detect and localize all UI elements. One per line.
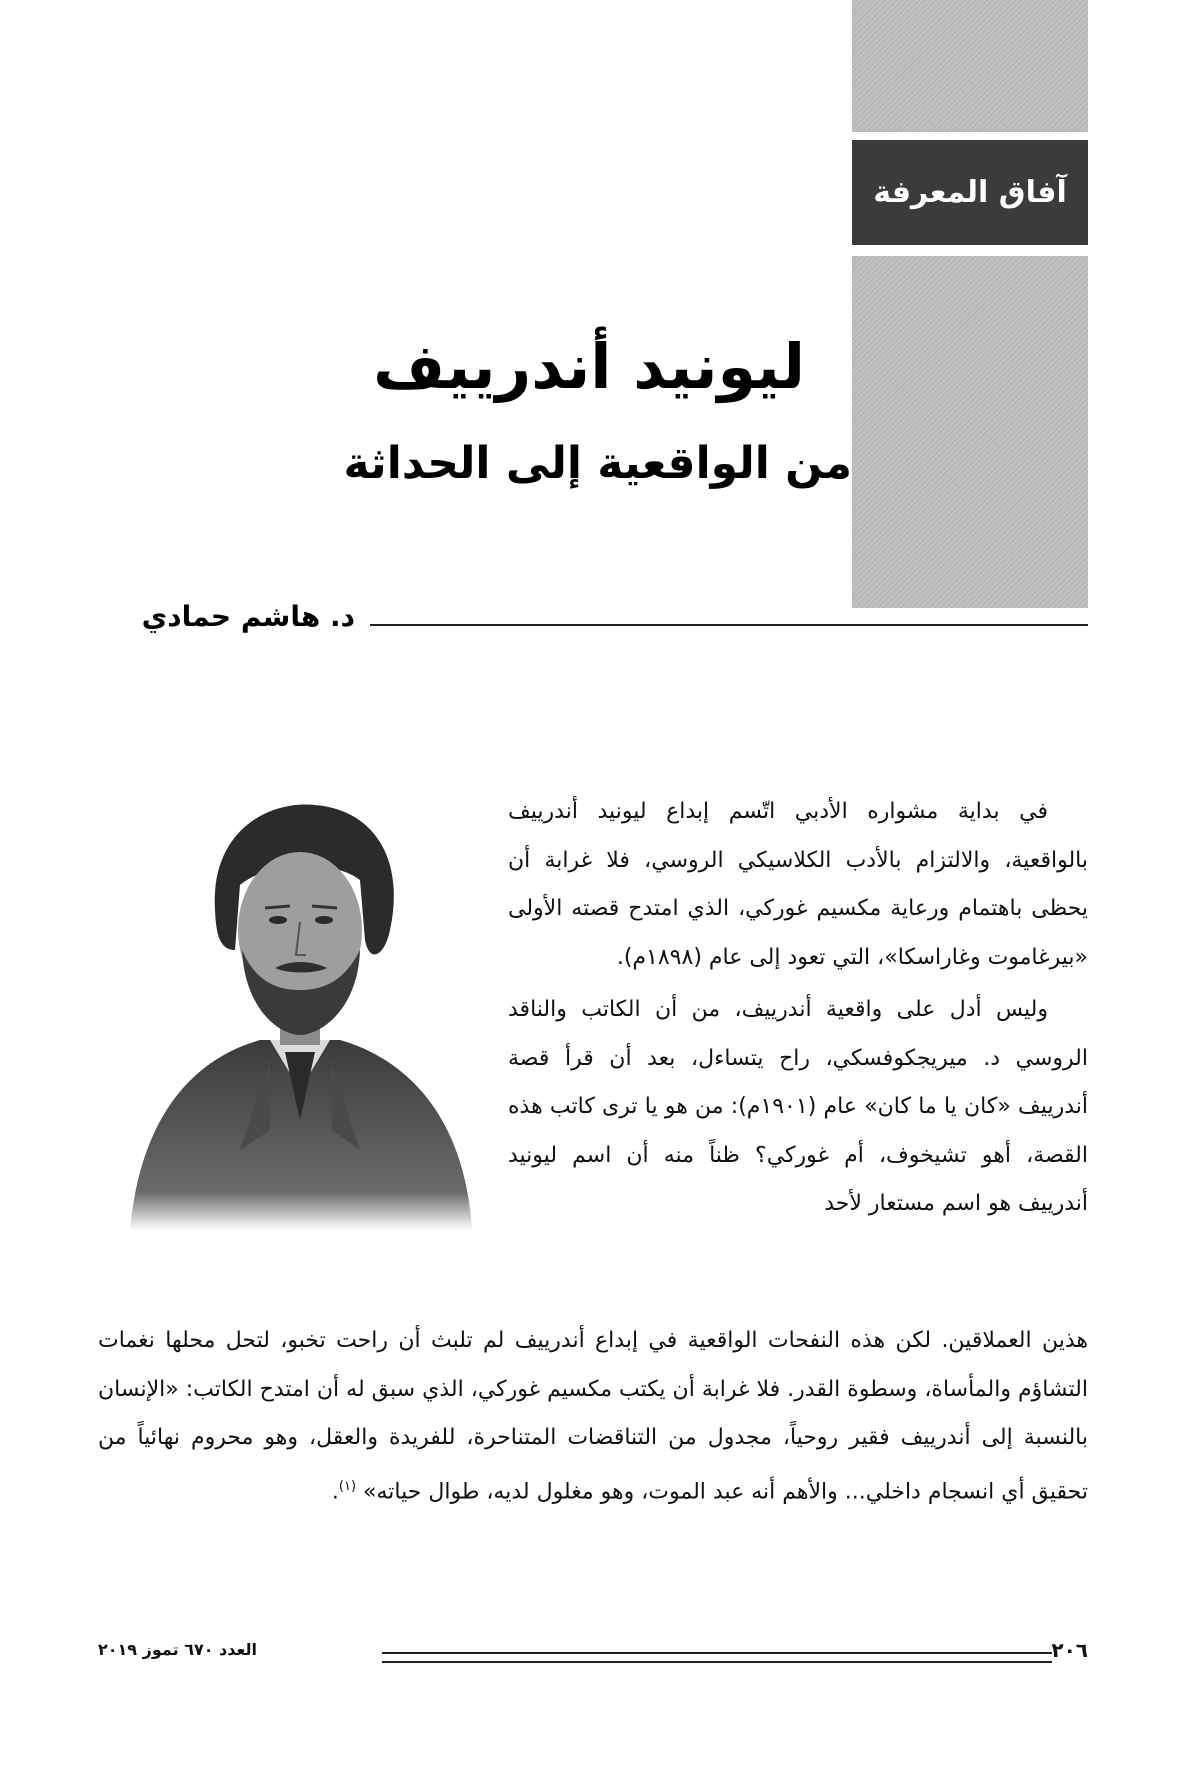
- paragraph-2-part-2-container: [98, 1317, 1088, 1516]
- paragraph-2-part-2: هذين العملاقين. لكن هذه النفحات الواقعية في إبداع أندرييف لم تلبث أن راحت تخبو، لتحل محلها نغمات التشاؤم والمأساة، وسطوة القدر. فلا غرابة أن يكتب مكسيم غوركي، الذي سبق له أن امتدح الكاتب: «الإنسان بالنسبة إلى أندرييف فقير روحياً، مجدول من التناقضات المتناحرة، للفريدة والعقل، وهو محروم نهائياً من تحقيق أي انسجام داخلي... والأهم أنه عبد الموت، وهو مغلول لديه، طوال حياته»: [98, 1328, 1088, 1504]
- paragraph-end-period: .: [331, 1478, 339, 1504]
- section-label: آفاق المعرفة: [852, 140, 1088, 245]
- issue-info: العدد ٦٧٠ تموز ٢٠١٩: [98, 1640, 258, 1659]
- article-body-narrow-column: [508, 788, 1088, 1233]
- page-number: ٢٠٦: [1051, 1638, 1088, 1662]
- article-title: ليونيد أندرييف: [373, 330, 805, 403]
- footer-divider: [382, 1652, 1052, 1663]
- decorative-gray-block-top: [852, 0, 1088, 132]
- author-divider: [370, 624, 1088, 626]
- footnote-reference[interactable]: (١): [338, 1478, 357, 1494]
- author-name: د. هاشم حمادي: [141, 600, 355, 633]
- paragraph-2-part-1: وليس أدل على واقعية أندرييف، من أن الكاتب والناقد الروسي د. ميريجكوفسكي، راح يتساءل، بعد أن قرأ قصة أندرييف «كان يا ما كان» عام (١٩٠١م): من هو يا ترى كاتب هذه القصة، أهو تشيخوف، أم غوركي؟ ظناً منه أن اسم ليونيد أندرييف هو اسم مستعار لأحد: [508, 997, 1088, 1216]
- article-body-wide-column: [98, 1317, 1088, 1520]
- author-portrait-image: [120, 790, 480, 1250]
- decorative-gray-block-bottom: [852, 256, 1088, 608]
- article-subtitle: من الواقعية إلى الحداثة: [343, 438, 852, 489]
- paragraph-1: في بداية مشواره الأدبي اتّسم إبداع ليونيد أندرييف بالواقعية، والالتزام بالأدب الكلاسيكي الروسي، فلا غرابة أن يحظى باهتمام ورعاية مكسيم غوركي، الذي امتدح قصته الأولى «بيرغاموت وغاراسكا»، التي تعود إلى عام (١٨٩٨م).: [508, 799, 1088, 970]
